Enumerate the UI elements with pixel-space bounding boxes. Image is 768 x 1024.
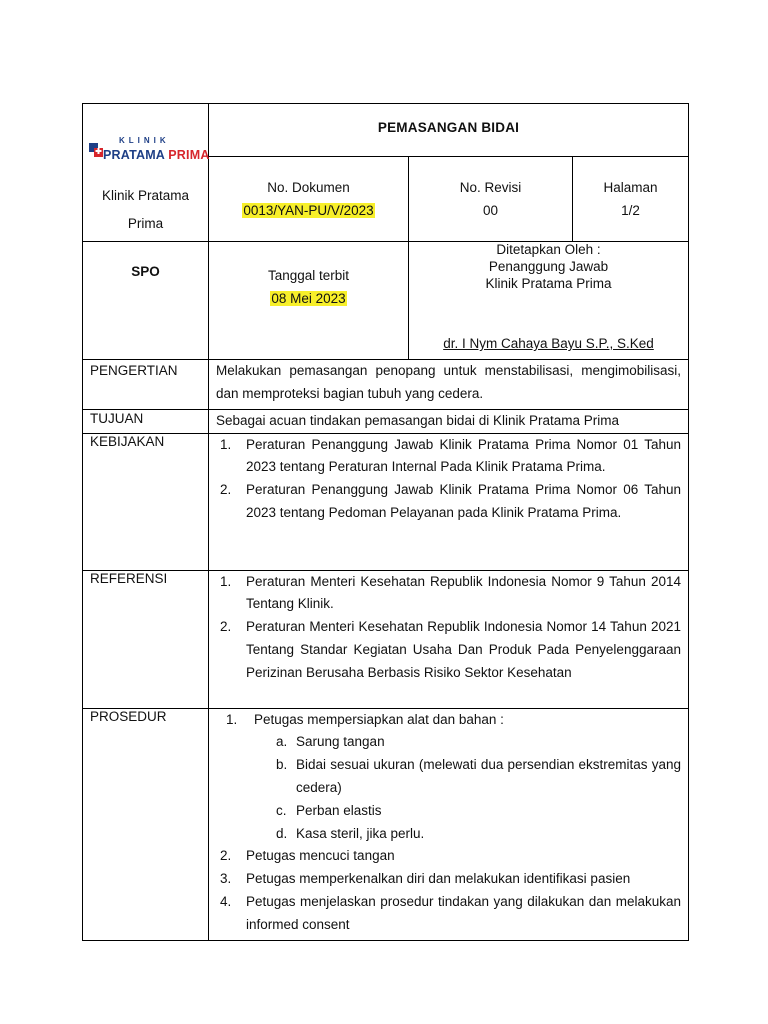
list-item: 3. Petugas memperkenalkan diri dan melakukan identifikasi pasien — [220, 871, 631, 887]
section-tujuan — [83, 409, 689, 433]
logo-klinik-text: KLINIK — [119, 136, 170, 145]
list-item: 2. Peraturan Penanggung Jawab Klinik Pratama Prima Nomor 06 Tahun 2023 tentang Pedoman Pelayanan pada Klinik Pratama Prima. — [220, 482, 681, 520]
section-kebijakan — [83, 433, 689, 570]
revision-value: 00 — [482, 203, 499, 218]
list-item: 1. Petugas mempersiapkan alat dan bahan : a. Sarung tangan b. Bidai sesuai ukuran (melewati dua persendian ekstremitas yang cedera) c. Perban elastis d. Kasa steril, jika perlu. — [216, 709, 681, 846]
issue-date-value: 08 Mei 2023 — [271, 291, 346, 306]
prosedur-list — [216, 709, 681, 937]
document-title: PEMASANGAN BIDAI — [377, 120, 520, 135]
section-referensi — [83, 570, 689, 708]
doc-no-value: 0013/YAN-PU/V/2023 — [243, 203, 374, 218]
logo-name-text: PRATAMA PRIMA — [103, 148, 210, 162]
issue-date-label: Tanggal terbit — [267, 268, 350, 283]
page-value: 1/2 — [621, 203, 640, 218]
clinic-logo — [89, 136, 210, 166]
list-item: b. Bidai sesuai ukuran (melewati dua persendian ekstremitas yang cedera) — [276, 757, 681, 795]
doc-no-cell — [209, 157, 409, 242]
page-cell — [573, 157, 689, 242]
list-item: 1. Peraturan Menteri Kesehatan Republik Indonesia Nomor 9 Tahun 2014 Tentang Klinik. — [220, 573, 681, 612]
list-item: c. Perban elastis — [276, 802, 382, 818]
revision-label: No. Revisi — [459, 180, 522, 195]
list-item: a. Sarung tangan — [276, 734, 385, 750]
referensi-list — [216, 571, 681, 685]
approval-cell — [409, 242, 689, 360]
section-prosedur — [83, 708, 689, 940]
list-item: 4. Petugas menjelaskan prosedur tindakan yang dilakukan dan melakukan informed consent — [220, 893, 681, 932]
kebijakan-label: KEBIJAKAN — [90, 433, 165, 449]
signatory-name: dr. I Nym Cahaya Bayu S.P., S.Ked — [443, 336, 654, 351]
prosedur-sublist — [216, 731, 681, 845]
pengertian-label: PENGERTIAN — [90, 363, 178, 378]
prosedur-label: PROSEDUR — [90, 708, 167, 724]
content-table — [82, 359, 689, 941]
referensi-label: REFERENSI — [90, 570, 168, 586]
section-pengertian — [83, 360, 689, 410]
approved-by-label: Ditetapkan Oleh : — [496, 242, 601, 257]
kebijakan-list — [216, 434, 681, 525]
doc-no-label: No. Dokumen — [267, 180, 350, 195]
list-item: 2. Peraturan Menteri Kesehatan Republik Indonesia Nomor 14 Tahun 2021 Tentang Standar Kegiatan Usaha Dan Produk Pada Penyelenggaraan Perizinan Berusaha Berbasis Risiko Sektor Kesehatan — [220, 619, 681, 680]
issue-date-cell — [209, 242, 409, 360]
list-item: 2. Petugas mencuci tangan — [220, 848, 395, 864]
tujuan-label: TUJUAN — [90, 410, 144, 426]
approver-clinic: Klinik Pratama Prima — [485, 276, 612, 291]
clinic-name-line2: Prima — [127, 216, 164, 231]
revision-cell — [409, 157, 573, 242]
spo-cell — [83, 242, 209, 360]
list-item: 1. Peraturan Penanggung Jawab Klinik Pratama Prima Nomor 01 Tahun 2023 tentang Peraturan Internal Pada Klinik Pratama Prima. — [220, 436, 681, 475]
clinic-cell — [83, 104, 209, 242]
list-item: d. Kasa steril, jika perlu. — [276, 825, 425, 841]
tujuan-text: Sebagai acuan tindakan pemasangan bidai di Klinik Pratama Prima — [216, 412, 619, 428]
clinic-name-line1: Klinik Pratama — [101, 188, 190, 203]
approver-role: Penanggung Jawab — [488, 259, 609, 274]
pengertian-text: Melakukan pemasangan penopang untuk menstabilisasi, mengimobilisasi, dan memproteksi bagian tubuh yang cedera. — [216, 363, 681, 401]
title-cell — [209, 104, 689, 157]
spo-label: SPO — [131, 264, 160, 279]
page-label: Halaman — [603, 180, 658, 195]
